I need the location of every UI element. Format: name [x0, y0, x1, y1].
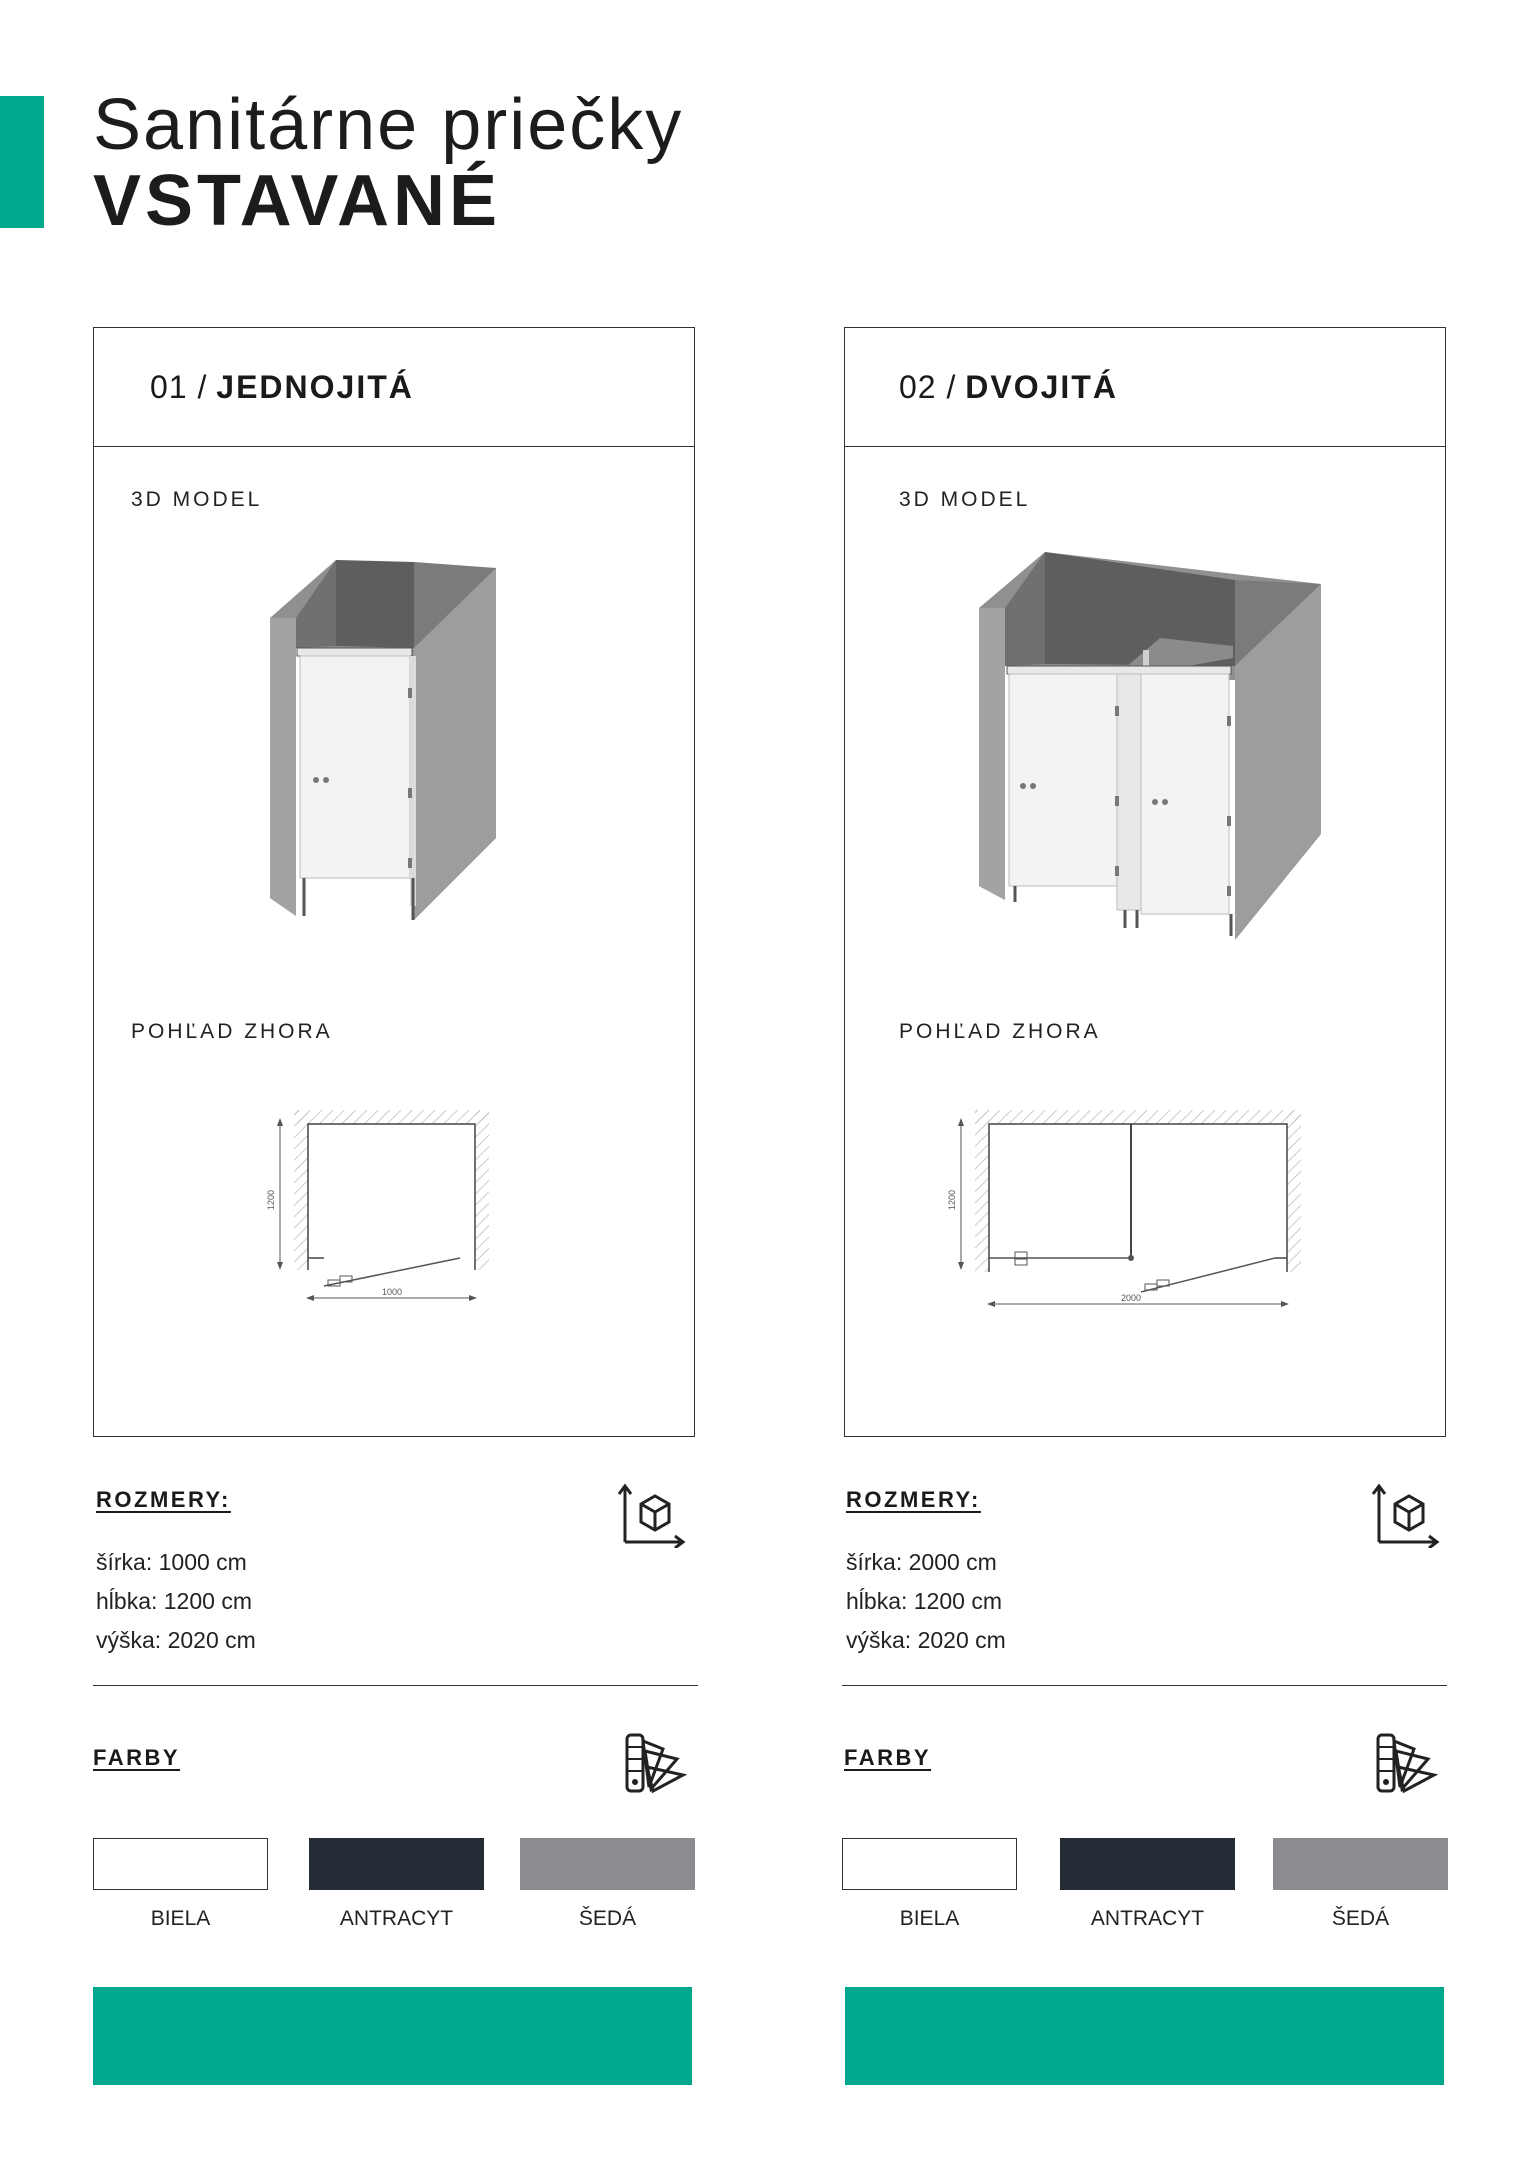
product-number: 01 /	[150, 369, 208, 405]
footer-accent-bar	[845, 1987, 1444, 2085]
color-label-grey: ŠEDÁ	[1331, 1907, 1390, 1930]
color-fan-icon	[1372, 1731, 1438, 1802]
plan-width-label: 1000	[381, 1287, 403, 1297]
color-label-white: BIELA	[899, 1907, 960, 1930]
section-divider	[842, 1685, 1447, 1686]
model-label: 3D MODEL	[899, 488, 1031, 511]
color-swatch-white	[93, 1838, 268, 1890]
color-swatch-anthracite	[309, 1838, 484, 1890]
plan-width-label: 2000	[1120, 1293, 1142, 1303]
double-cabin-3d-model	[975, 550, 1325, 940]
double-cabin-plan-view	[945, 1108, 1305, 1318]
card-header	[94, 328, 694, 447]
plan-depth-label: 1200	[266, 1189, 276, 1211]
plan-label: POHĽAD ZHORA	[131, 1020, 333, 1043]
color-swatch-grey	[1273, 1838, 1448, 1890]
product-name: JEDNOJITÁ	[216, 369, 414, 405]
model-label: 3D MODEL	[131, 488, 263, 511]
dimension-height: výška: 2020 cm	[96, 1627, 256, 1653]
color-swatch-anthracite	[1060, 1838, 1235, 1890]
plan-label: POHĽAD ZHORA	[899, 1020, 1101, 1043]
color-swatch-grey	[520, 1838, 695, 1890]
card-header	[845, 328, 1445, 447]
product-card	[93, 327, 695, 1437]
single-cabin-3d-model	[264, 558, 504, 928]
page-title: Sanitárne priečky	[93, 85, 684, 165]
colors-heading: FARBY	[93, 1745, 181, 1770]
dimension-width: šírka: 1000 cm	[96, 1549, 247, 1575]
dimension-depth: hĺbka: 1200 cm	[846, 1588, 1002, 1614]
dimension-width: šírka: 2000 cm	[846, 1549, 997, 1575]
title-accent-bar	[0, 96, 44, 228]
color-label-anthracite: ANTRACYT	[1090, 1907, 1205, 1930]
page-subtitle: VSTAVANÉ	[93, 161, 502, 241]
product-card	[844, 327, 1446, 1437]
dimensions-heading: ROZMERY:	[846, 1487, 981, 1512]
color-swatch-white	[842, 1838, 1017, 1890]
color-fan-icon	[621, 1731, 687, 1802]
product-name: DVOJITÁ	[965, 369, 1118, 405]
product-number: 02 /	[899, 369, 957, 405]
section-divider	[93, 1685, 698, 1686]
cube-axes-icon	[1371, 1482, 1441, 1553]
colors-heading: FARBY	[844, 1745, 932, 1770]
card-title	[150, 369, 414, 406]
dimensions-heading: ROZMERY:	[96, 1487, 231, 1512]
color-label-white: BIELA	[150, 1907, 211, 1930]
footer-accent-bar	[93, 1987, 692, 2085]
dimension-depth: hĺbka: 1200 cm	[96, 1588, 252, 1614]
plan-depth-label: 1200	[947, 1189, 957, 1211]
dimension-height: výška: 2020 cm	[846, 1627, 1006, 1653]
color-label-grey: ŠEDÁ	[578, 1907, 637, 1930]
cube-axes-icon	[617, 1482, 687, 1553]
card-title	[899, 369, 1118, 406]
color-label-anthracite: ANTRACYT	[339, 1907, 454, 1930]
single-cabin-plan-view	[244, 1108, 504, 1308]
